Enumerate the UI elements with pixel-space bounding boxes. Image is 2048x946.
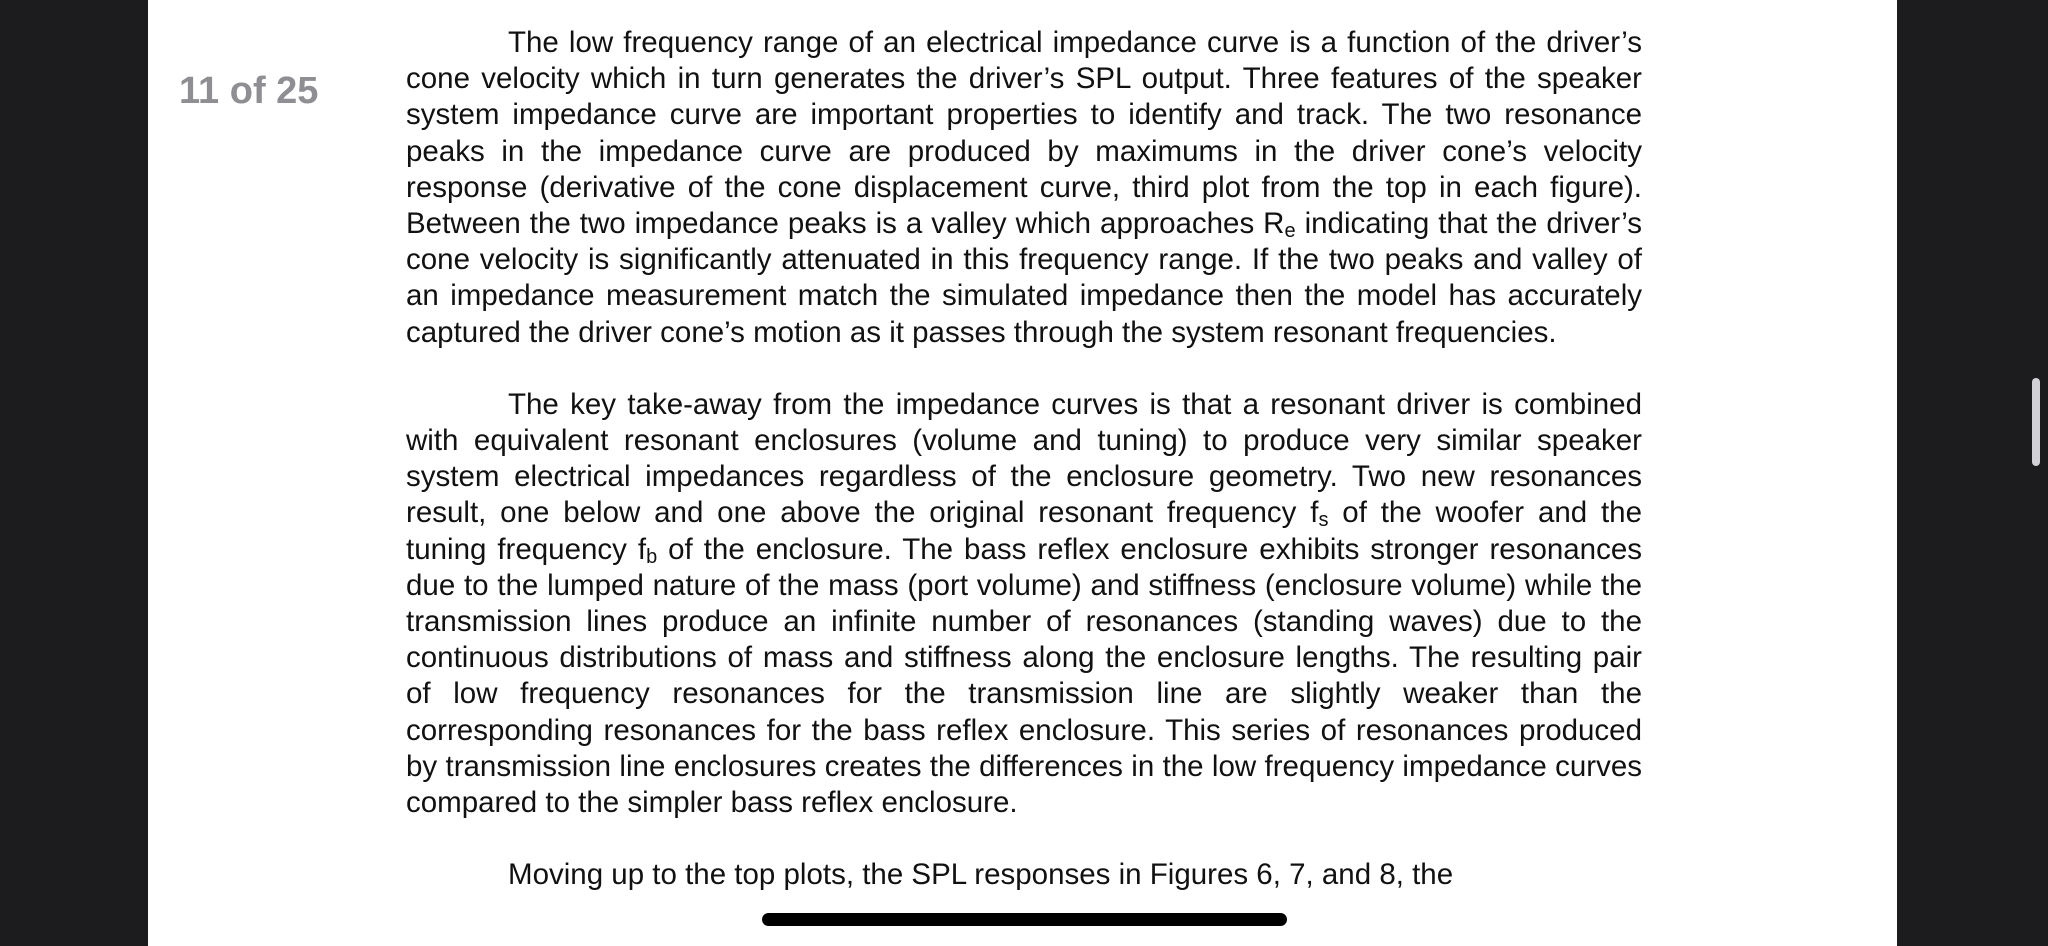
subscript: e — [1284, 220, 1296, 243]
page-indicator: 11 of 25 — [179, 70, 319, 112]
right-margin — [1897, 0, 2048, 946]
document-text — [406, 25, 1642, 929]
paragraph — [406, 857, 1642, 893]
paragraph — [406, 25, 1642, 351]
subscript: b — [646, 545, 658, 568]
left-margin — [0, 0, 148, 946]
text-run: indicating that the driver’s cone velocity is significantly attenuated in this frequency range. If the two peaks and valley of an impedance measurement match the simulated impedance then the model has accurately captured the driver cone’s motion as it passes through the system resonant frequencies. — [406, 207, 1642, 349]
subscript: s — [1318, 509, 1329, 532]
text-run: The low frequency range of an electrical impedance curve is a function of the driver’s cone velocity which in turn generates the driver’s SPL output. Three features of the speaker system impedance curve are important properties to identify and track. The two resonance peaks in the impedance curve are produced by maximums in the driver cone’s velocity response (derivative of the cone displacement curve, third plot from the top in each figure). Between the two impedance peaks is a valley which approaches R — [406, 26, 1642, 241]
text-run: The key take-away from the impedance curves is that a resonant driver is combined with equivalent resonant enclosures (volume and tuning) to produce very similar speaker system electrical impedances regardless of the enclosure geometry. Two new resonances result, one below and one above the original resonant frequency f — [406, 387, 1642, 530]
text-run: of the woofer and the tuning frequency f — [406, 496, 1642, 566]
paragraph — [406, 387, 1642, 821]
text-run: Moving up to the top plots, the SPL responses in Figures 6, 7, and 8, the — [508, 858, 1454, 892]
text-run: of the enclosure. The bass reflex enclosure exhibits stronger resonances due to the lumped nature of the mass (port volume) and stiffness (enclosure volume) while the transmission lines produce an infinite number of resonances (standing waves) due to the continuous distributions of mass and stiffness along the enclosure lengths. The resulting pair of low frequency resonances for the transmission line are slightly weaker than the corresponding resonances for the bass reflex enclosure. This series of resonances produced by transmission line enclosures creates the differences in the low frequency impedance curves compared to the simpler bass reflex enclosure. — [406, 532, 1642, 820]
scrollbar-thumb[interactable] — [2032, 378, 2040, 466]
home-indicator-bar[interactable] — [762, 913, 1287, 926]
